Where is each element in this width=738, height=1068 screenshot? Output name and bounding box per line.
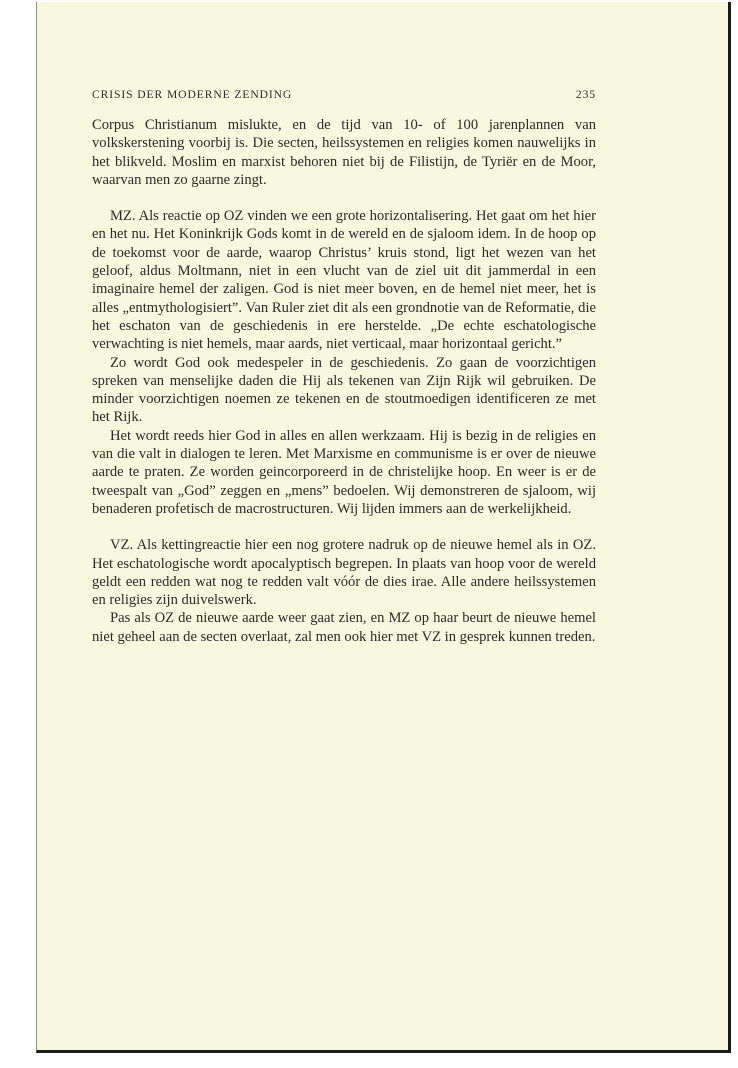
paragraph-continuation: Corpus Christianum mislukte, en de tijd van 10- of 100 jarenplannen van volkskerstening voorbij is. Die secten, heilssystemen en religies komen nauwelijks in het blikveld. Moslim en marxist behoren niet bij de Filistijn, de Tyriër en de Moor, waarvan men zo gaarne zingt. <box>92 117 596 188</box>
paragraph-vz: VZ. Als kettingreactie hier een nog grotere nadruk op de nieuwe hemel als in OZ. Het eschatologische wordt apocalyptisch begrepen. In plaats van hoop voor de wereld geldt een redden wat nog te redden valt vóór de dies irae. Alle andere heilssystemen en religies zijn duivelswerk. <box>92 537 596 609</box>
section-gap <box>92 189 596 207</box>
paragraph-medespeler: Zo wordt God ook medespeler in de geschiedenis. Zo gaan de voorzichtigen spreken van menselijke daden die Hij als tekenen van Zijn Rijk wil gebruiken. De minder voorzichtigen noemen ze tekenen en de stoutmoedigen identificeren ze met het Rijk. <box>92 354 596 426</box>
page-number: 235 <box>575 88 596 101</box>
paragraph-mz: MZ. Als reactie op OZ vinden we een grote horizontalisering. Het gaat om het hier en het nu. Het Koninkrijk Gods komt in de wereld en de sjaloom idem. In de hoop op de toekomst voor de aarde, waarop Christus’ kruis stond, ligt het wezen van het geloof, aldus Moltmann, niet in een vlucht van de ziel uit dit jammerdal in een imaginaire hemel der zaligen. God is niet meer boven, en de hemel niet meer, het is alles „entmythologisiert”. Van Ruler ziet dit als een grondnotie van de Reformatie, die het eschaton van de geschiedenis in ere herstelde. „De echte eschatologische verwachting is niet hemels, maar aards, niet verticaal, maar horizontaal gericht.” <box>92 208 596 353</box>
paragraph-conclusion: Pas als OZ de nieuwe aarde weer gaat zien, en MZ op haar beurt de nieuwe hemel niet geheel aan de secten overlaat, zal men ook hier met VZ in gesprek kunnen treden. <box>92 610 596 645</box>
running-head <box>92 88 596 101</box>
body-text <box>92 116 596 646</box>
section-gap <box>92 518 596 536</box>
running-title: CRISIS DER MODERNE ZENDING <box>92 88 293 101</box>
paragraph-werkzaam: Het wordt reeds hier God in alles en allen werkzaam. Hij is bezig in de religies en van die valt in dialogen te leren. Met Marxisme en communisme is er over de nieuwe aarde te praten. Ze worden geincorporeerd in de christelijke hoop. En weer is er de tweespalt van „God” zeggen en „mens” bedoelen. Wij demonstreren de sjaloom, wij benaderen profetisch de macrostructuren. Wij lijden immers aan de werkelijkheid. <box>92 427 596 517</box>
